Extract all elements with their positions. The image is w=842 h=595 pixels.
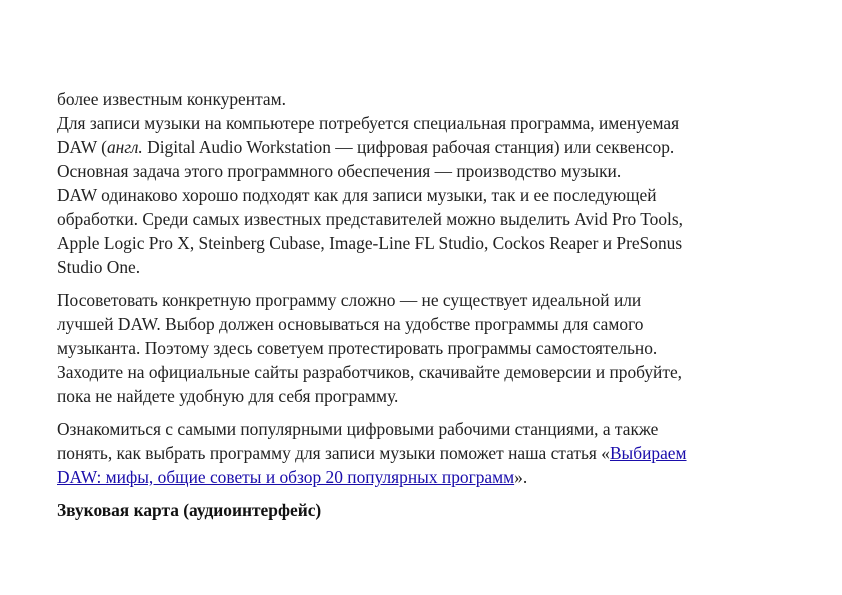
text-line: Заходите на официальные сайты разработчиков, скачивайте демоверсии и пробуйте, bbox=[57, 362, 683, 382]
text-span: ». bbox=[514, 467, 528, 487]
text-line: музыканта. Поэтому здесь советуем протестировать программы самостоятельно. bbox=[57, 338, 658, 358]
document-body bbox=[57, 87, 797, 522]
article-link-part2[interactable]: DAW: мифы, общие советы и обзор 20 популярных программ bbox=[57, 467, 515, 487]
text-span: понять, как выбрать программу для записи музыки поможет наша статья « bbox=[57, 443, 610, 463]
section-heading: Звуковая карта (аудиоинтерфейс) bbox=[57, 500, 322, 520]
text-line: Основная задача этого программного обеспечения — производство музыки. bbox=[57, 161, 622, 181]
text-line: лучшей DAW. Выбор должен основываться на удобстве программы для самого bbox=[57, 314, 644, 334]
text-line: обработки. Среди самых известных представителей можно выделить Avid Pro Tools, bbox=[57, 209, 683, 229]
text-line: Studio One. bbox=[57, 257, 141, 277]
text-span: Digital Audio Workstation — цифровая рабочая станция) или секвенсор. bbox=[142, 137, 675, 157]
text-line bbox=[57, 465, 797, 489]
text-line: DAW одинаково хорошо подходят как для записи музыки, так и ее последующей bbox=[57, 185, 657, 205]
article-link-part1[interactable]: Выбираем bbox=[609, 443, 687, 463]
text-line: Для записи музыки на компьютере потребуется специальная программа, именуемая bbox=[57, 113, 680, 133]
paragraph-daw-intro bbox=[57, 87, 797, 279]
italic-abbreviation: англ. bbox=[106, 137, 143, 157]
paragraph-daw-advice bbox=[57, 288, 797, 408]
text-line: пока не найдете удобную для себя программу. bbox=[57, 386, 399, 406]
text-line: Ознакомиться с самыми популярными цифровыми рабочими станциями, а также bbox=[57, 419, 659, 439]
text-line: более известным конкурентам. bbox=[57, 89, 286, 109]
text-line: Посоветовать конкретную программу сложно — не существует идеальной или bbox=[57, 290, 642, 310]
text-line bbox=[57, 135, 797, 159]
text-line bbox=[57, 441, 797, 465]
paragraph-article-link bbox=[57, 417, 797, 489]
text-line: Apple Logic Pro X, Steinberg Cubase, Image-Line FL Studio, Cockos Reaper и PreSonus bbox=[57, 233, 683, 253]
text-span: DAW ( bbox=[57, 137, 107, 157]
